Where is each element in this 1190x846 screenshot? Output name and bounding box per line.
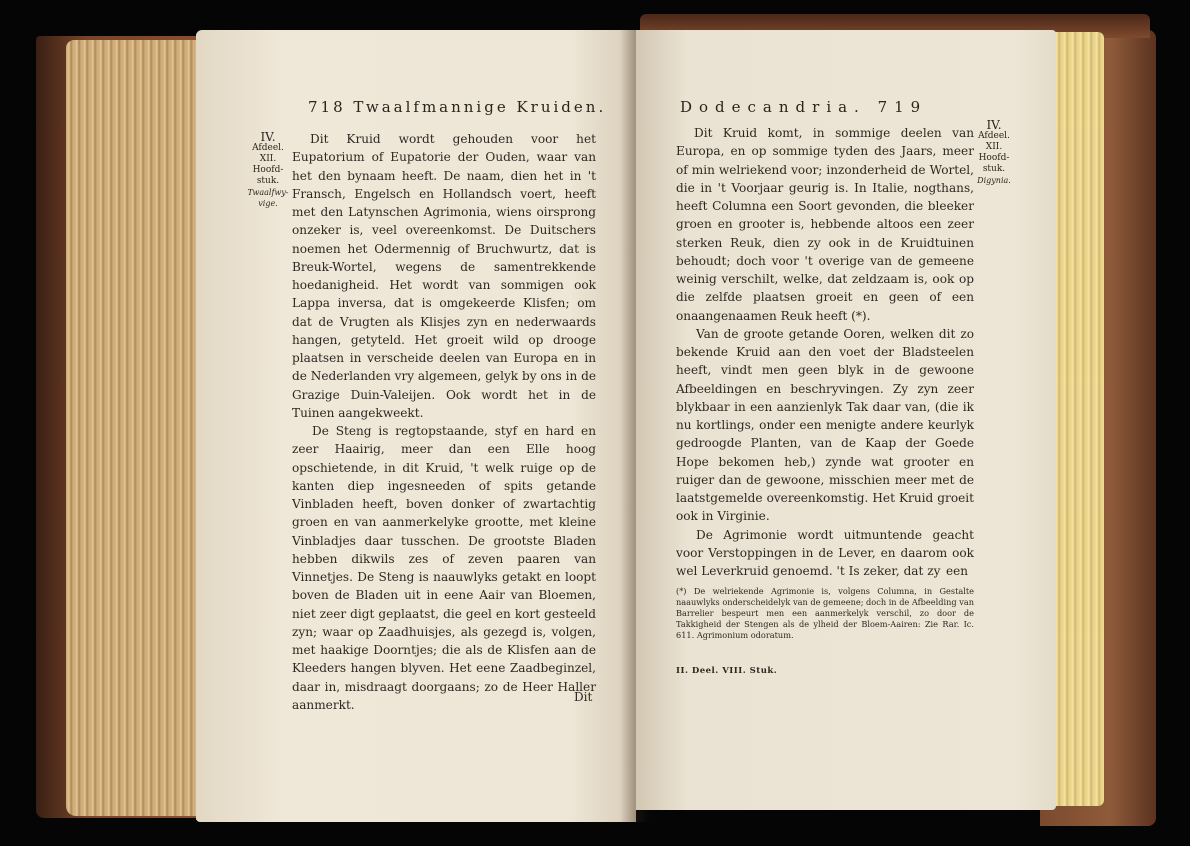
margin-note-left: IV. Afdeel. XII. Hoofd- stuk. Twaalfwy- vige. bbox=[247, 130, 289, 208]
left-paragraph-1: Dit Kruid wordt gehouden voor het Eupatorium of Eupatorie der Ouden, waar van het den bynaam heeft. De naam, dien het in 't Fransch, Engelsch en Hollandsch voert, heeft met den Latynschen Agrimonia, wiens oirsprong onzeker is, veel overeenkomst. De Duitschers noemen het Odermennig of Bruchwurtz, dat is Breuk-Wortel, wegens de samentrekkende hoedanigheid. Het wordt van sommigen ook Lappa inversa, dat is omgekeerde Klisfen; om dat de Vrugten als Klisjes zyn en nederwaards hangen, getyteld. Het groeit wild op drooge plaatsen in verscheide deelen van Europa en in de Nederlanden vry algemeen, gelyk by ons in de Grazige Duin-Valeijen. Ook wordt het in de Tuinen aangekweekt. bbox=[292, 132, 596, 420]
left-page-stack bbox=[66, 40, 200, 816]
catchword-right: een bbox=[946, 564, 968, 578]
right-paragraph-2: Van de groote getande Ooren, welken dit zo bekende Kruid aan den voet der Bladsteelen heeft, vindt men geen blyk in de gewoone Afbeeldingen en beschryvingen. Zy zyn zeer blykbaar in een aanzienlyk Tak daar van, (die ik nu kortlings, onder een menigte andere keurlyk gedroogde Planten, van de Kaap der Goede Hope bekomen heb,) zynde wat grooter en ruiger dan de gewoone, misschien meer met de laatstgemelde overeenkomstig. Het Kruid groeit ook in Virginie. bbox=[676, 326, 974, 524]
running-head-left: 718 Twaalfmannige Kruiden. bbox=[308, 98, 607, 116]
right-paragraph-3: De Agrimonie wordt uitmuntende geacht voor Verstoppingen in de Lever, en daarom ook wel Leverkruid genoemd. 't Is zeker, dat zy bbox=[676, 527, 974, 578]
left-page bbox=[196, 30, 636, 822]
footnote: (*) De welriekende Agrimonie is, volgens Columna, in Gestalte naauwlyks onderscheidelyk van de gemeene; doch in de Afbeelding van Barrelier bespeurt men een aanmerkelyk verschil, zo door de Takkigheid der Stengen als de ylheid der Bloem-Aairen: Zie Rar. Ic. 611. Agrimonium odoratum. bbox=[676, 586, 974, 640]
left-body-text bbox=[292, 130, 596, 714]
margin-note-right: IV. Afdeel. XII. Hoofd- stuk. Digynia. bbox=[977, 118, 1011, 185]
right-body-text bbox=[676, 124, 974, 580]
right-page bbox=[636, 30, 1056, 810]
right-paragraph-1: Dit Kruid komt, in sommige deelen van Europa, en op sommige tyden des Jaars, meer of min welriekend voor; inzonderheid de Wortel, die in 't Voorjaar geurig is. In Italie, nogthans, heeft Columna een Soort gevonden, die bleeker groen en grooter is, hebbende altoos een zeer sterken Reuk, dien zy ook in de Kruidtuinen behoudt; doch voor 't overige van de gemeene weinig verschilt, welke, dat zeldzaam is, ook op die zelfde plaatsen groeit en geen of een onaangenaamen Reuk heeft (*). bbox=[676, 126, 974, 323]
left-paragraph-2: De Steng is regtopstaande, styf en hard en zeer Haairig, meer dan een Elle hoog opschietende, in dit Kruid, 't welk ruige op de kanten diep ingesneeden of spits getande Vinbladen heeft, boven donker of zwartachtig groen en van aanmerkelyke grootte, met kleine Vinbladjes daar tusschen. De grootste Bladen hebben dikwils zes of zeven paaren van Vinnetjes. De Steng is naauwlyks getakt en loopt boven de Bladen uit in eene Aair van Bloemen, niet zeer digt geplaatst, die geel en kort gesteeld zyn; waar op Zaadhuisjes, als gezegd is, volgen, met haakige Doorntjes; die als de Klisfen aan de Kleeders hangen blyven. Het eene Zaadbeginzel, daar in, misdraagt doorgaans; zo de Heer Haller aanmerkt. bbox=[292, 424, 596, 712]
catchword-left: Dit bbox=[574, 690, 593, 704]
signature-mark: II. Deel. VIII. Stuk. bbox=[676, 666, 778, 676]
running-head-right: Dodecandria. 719 bbox=[680, 98, 928, 116]
